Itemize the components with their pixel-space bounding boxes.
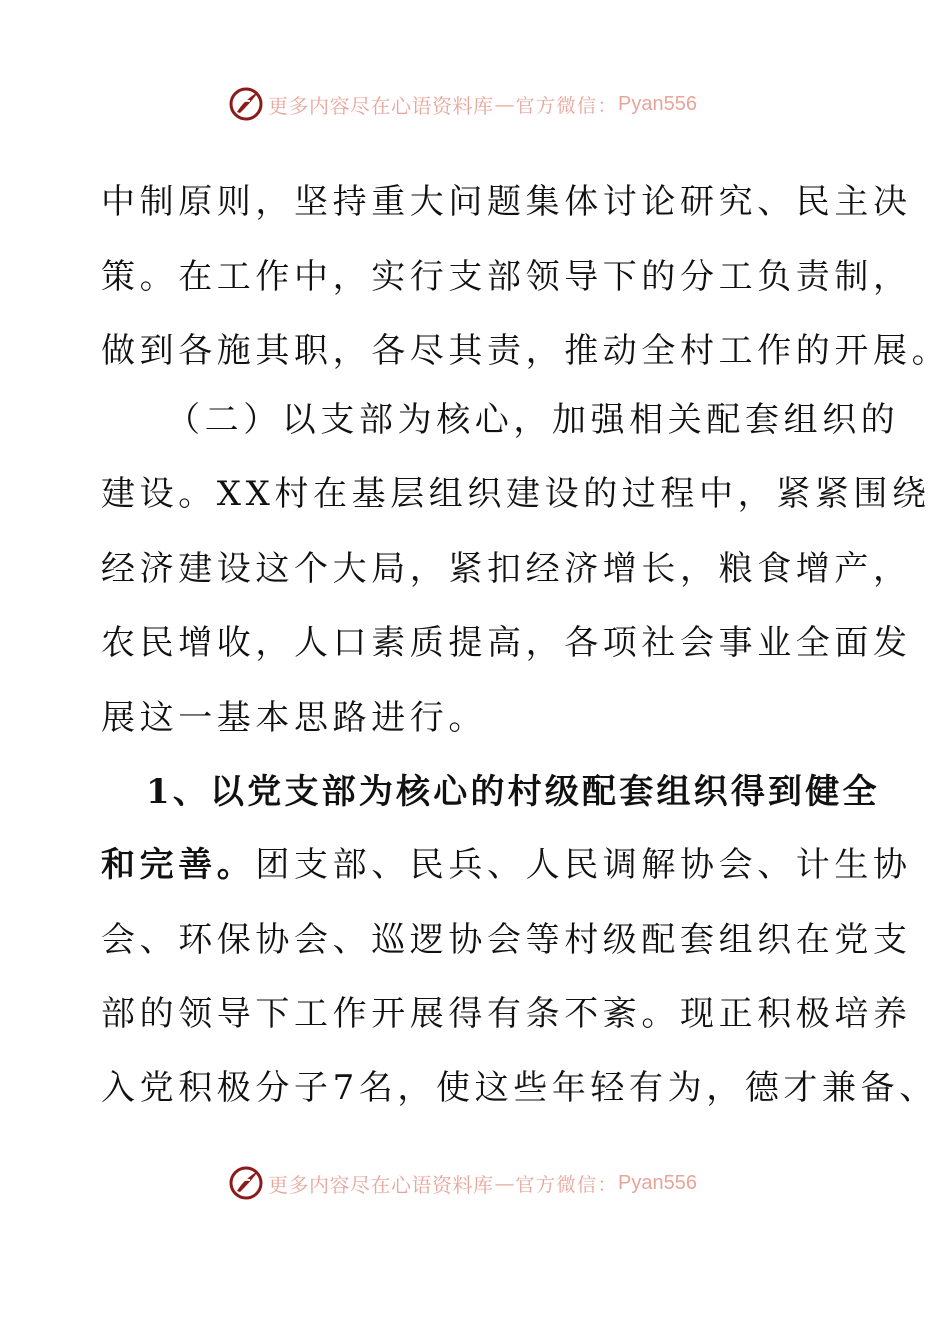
- body-line-text: 团支部、民兵、人民调解协会、计生协: [255, 845, 912, 885]
- footer-banner: [228, 1163, 697, 1203]
- body-line: 中制原则，坚持重大问题集体讨论研究、民主决: [101, 182, 912, 222]
- body-line: 建设。XX村在基层组织建设的过程中，紧紧围绕: [101, 474, 931, 514]
- body-line: 会、环保协会、巡逻协会等村级配套组织在党支: [101, 920, 912, 960]
- body-line: 部的领导下工作开展得有条不紊。现正积极培养: [101, 994, 912, 1034]
- body-line: [101, 845, 912, 885]
- section-heading-tail: 和完善。: [101, 845, 256, 885]
- banner-dash: —: [494, 1171, 515, 1195]
- banner-wechat-label: 官方微信：: [515, 94, 619, 117]
- banner-wechat-id: Pyan556: [618, 92, 697, 115]
- body-line: 展这一基本思路进行。: [101, 698, 487, 738]
- banner-brand: 更多内容尽在心语资料库: [268, 1172, 494, 1197]
- banner-brand: 更多内容尽在心语资料库: [268, 93, 494, 118]
- quill-logo-icon: [228, 86, 264, 122]
- body-line: 策。在工作中，实行支部领导下的分工负责制，: [101, 257, 912, 297]
- header-banner: [228, 84, 697, 124]
- section-heading: 1、以党支部为核心的村级配套组织得到健全: [146, 772, 880, 812]
- body-line: 农民增收，人口素质提高，各项社会事业全面发: [101, 623, 912, 663]
- body-line: 做到各施其职，各尽其责，推动全村工作的开展。: [101, 331, 950, 371]
- banner-dash: —: [494, 92, 515, 116]
- body-line: 经济建设这个大局，紧扣经济增长，粮食增产，: [101, 549, 912, 589]
- banner-wechat-label: 官方微信：: [515, 1173, 619, 1196]
- banner-wechat-id: Pyan556: [618, 1171, 697, 1194]
- quill-logo-icon: [228, 1165, 264, 1201]
- body-line: 入党积极分子7名，使这些年轻有为，德才兼备、: [101, 1068, 938, 1108]
- body-line: （二）以支部为核心，加强相关配套组织的: [166, 400, 900, 440]
